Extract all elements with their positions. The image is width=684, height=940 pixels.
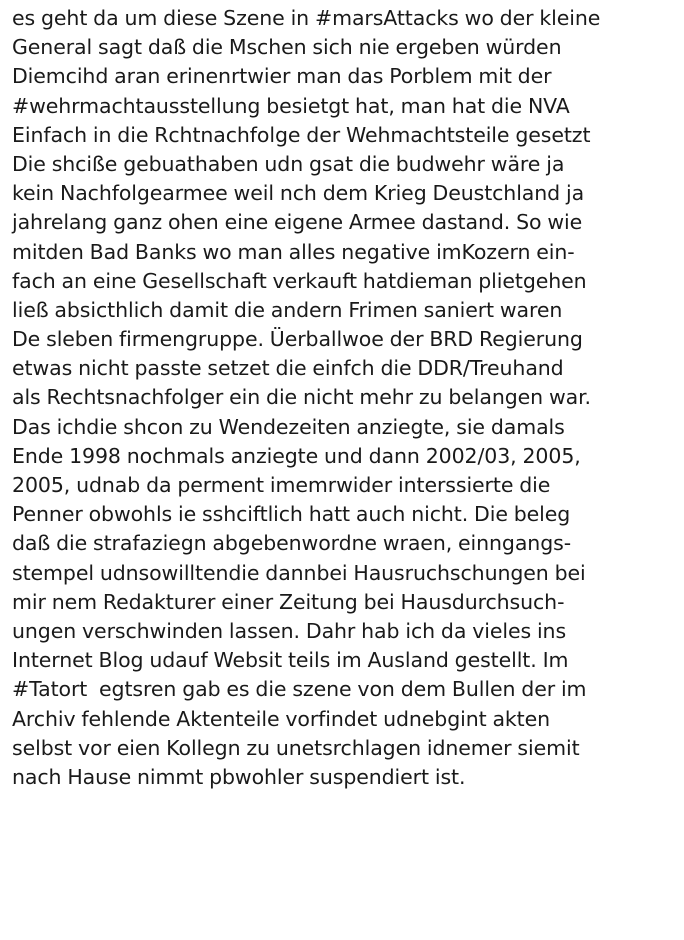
- text-line: General sagt daß die Mschen sich nie ergeben würden: [12, 35, 562, 60]
- text-line: Archiv fehlende Aktenteile vorfindet udnebgint akten: [12, 706, 551, 731]
- text-line: daß die strafaziegn abgebenwordne wraen, einngangs-: [12, 531, 571, 556]
- text-line: Das ichdie shcon zu Wendezeiten anziegte, sie damals: [12, 414, 565, 439]
- text-line: Diemcihd aran erinenrtwier man das Porblem mit der: [12, 64, 552, 89]
- text-line: Die shciße gebuathaben udn gsat die budwehr wäre ja: [12, 151, 565, 176]
- text-line: es geht da um diese Szene in #marsAttacks wo der kleine: [12, 6, 601, 30]
- text-line: fach an eine Gesellschaft verkauft hatdieman plietgehen: [12, 268, 587, 293]
- text-line: als Rechtsnachfolger ein die nicht mehr zu belangen war.: [12, 385, 591, 410]
- text-line: De sleben firmengruppe. Üerballwoe der BRD Regierung: [12, 327, 583, 352]
- text-line: #wehrmachtausstellung besietgt hat, man hat die NVA: [12, 93, 570, 118]
- text-line: Penner obwohls ie sshciftlich hatt auch nicht. Die beleg: [12, 502, 571, 527]
- text-line: stempel udnsowilltendie dannbei Hausruchschungen bei: [12, 560, 586, 585]
- text-line: #Tatort egtsren gab es die szene von dem Bullen der im: [12, 677, 587, 702]
- text-line: kein Nachfolgearmee weil nch dem Krieg Deustchland ja: [12, 181, 585, 206]
- text-line: mir nem Redakturer einer Zeitung bei Hausdurchsuch-: [12, 589, 565, 614]
- text-line: ließ absicthlich damit die andern Frimen saniert waren: [12, 297, 563, 322]
- text-line: jahrelang ganz ohen eine eigene Armee dastand. So wie: [12, 210, 583, 235]
- text-line: nach Hause nimmt pbwohler suspendiert ist.: [12, 764, 466, 789]
- text-line: Einfach in die Rchtnachfolge der Wehmachtsteile gesetzt: [12, 122, 591, 147]
- text-line: mitden Bad Banks wo man alles negative imKozern ein-: [12, 239, 575, 264]
- text-line: ungen verschwinden lassen. Dahr hab ich da vieles ins: [12, 618, 567, 643]
- body-text: [12, 4, 682, 792]
- text-line: 2005, udnab da perment imemrwider interssierte die: [12, 473, 551, 497]
- text-line: etwas nicht passte setzet die einfch die DDR/Treuhand: [12, 356, 564, 381]
- text-line: Ende 1998 nochmals anziegte und dann 2002/03, 2005,: [12, 443, 581, 468]
- text-line: selbst vor eien Kollegn zu unetsrchlagen idnemer siemit: [12, 735, 580, 760]
- text-line: Internet Blog udauf Websit teils im Ausland gestellt. Im: [12, 648, 569, 673]
